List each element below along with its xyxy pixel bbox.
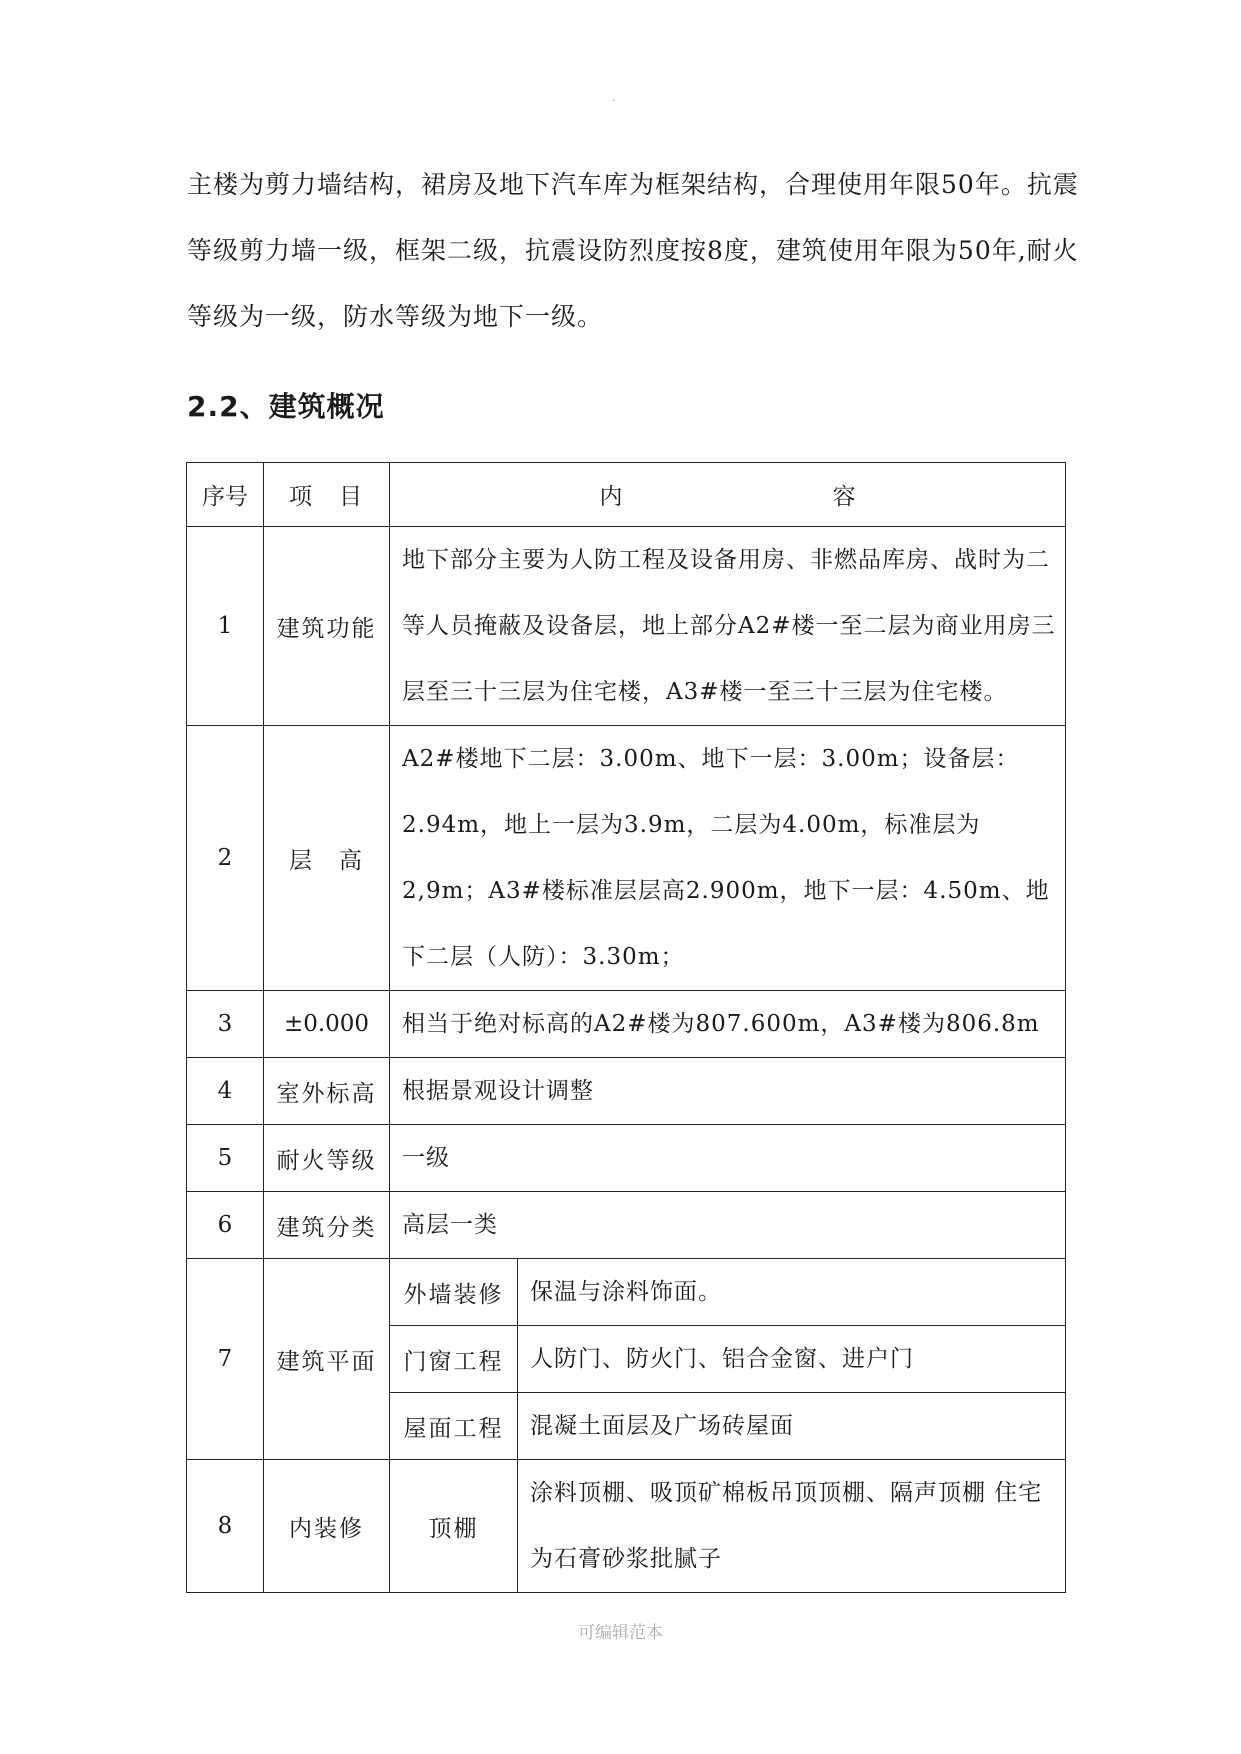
row-sub-label: 外墙装修 <box>390 1259 518 1326</box>
intro-paragraph <box>187 152 1079 350</box>
table-header-row <box>187 463 1066 527</box>
row-content: 根据景观设计调整 <box>390 1058 1066 1125</box>
row-item: ±0.000 <box>264 991 390 1058</box>
row-sub-label: 顶棚 <box>390 1460 518 1593</box>
header-content-left: 内 <box>599 484 623 510</box>
row-no: 2 <box>187 726 264 991</box>
table-row <box>187 527 1066 726</box>
section-heading: 2.2、建筑概况 <box>187 390 385 423</box>
row-sub-content: 保温与涂料饰面。 <box>518 1259 1066 1326</box>
row-sub-content: 混凝土面层及广场砖屋面 <box>518 1393 1066 1460</box>
intro-line: 等级剪力墙一级，框架二级，抗震设防烈度按8度，建筑使用年限为50年,耐火 <box>187 236 1079 265</box>
row-item: 建筑功能 <box>264 527 390 726</box>
row-content: 地下部分主要为人防工程及设备用房、非燃品库房、战时为二等人员掩蔽及设备层，地上部分A2#楼一至二层为商业用房三层至三十三层为住宅楼，A3#楼一至三十三层为住宅楼。 <box>390 527 1066 726</box>
page-mark: · <box>612 96 616 107</box>
table-row <box>187 726 1066 991</box>
row-sub-content: 人防门、防火门、铝合金窗、进户门 <box>518 1326 1066 1393</box>
row-item: 建筑平面 <box>264 1259 390 1460</box>
row-content: 高层一类 <box>390 1192 1066 1259</box>
building-overview-table <box>186 462 1066 1593</box>
row-item: 层 高 <box>264 726 390 991</box>
row-content: 一级 <box>390 1125 1066 1192</box>
row-sub-content: 涂料顶棚、吸顶矿棉板吊顶顶棚、隔声顶棚 住宅为石膏砂浆批腻子 <box>518 1460 1066 1593</box>
row-no: 4 <box>187 1058 264 1125</box>
row-no: 6 <box>187 1192 264 1259</box>
row-item: 室外标高 <box>264 1058 390 1125</box>
row-item: 建筑分类 <box>264 1192 390 1259</box>
row-sub-label: 门窗工程 <box>390 1326 518 1393</box>
row-no: 3 <box>187 991 264 1058</box>
row-no: 1 <box>187 527 264 726</box>
table-row <box>187 1125 1066 1192</box>
intro-line: 等级为一级，防水等级为地下一级。 <box>187 302 604 331</box>
table-row <box>187 1058 1066 1125</box>
row-item: 耐火等级 <box>264 1125 390 1192</box>
header-content <box>390 463 1066 527</box>
row-no: 7 <box>187 1259 264 1460</box>
intro-line: 主楼为剪力墙结构，裙房及地下汽车库为框架结构，合理使用年限50年。抗震 <box>187 170 1079 199</box>
row-item: 内装修 <box>264 1460 390 1593</box>
table-row <box>187 1460 1066 1593</box>
row-content: 相当于绝对标高的A2#楼为807.600m，A3#楼为806.8m <box>390 991 1066 1058</box>
table-row <box>187 1259 1066 1326</box>
header-content-right: 容 <box>832 484 856 510</box>
table-row <box>187 1192 1066 1259</box>
row-no: 5 <box>187 1125 264 1192</box>
row-content: A2#楼地下二层：3.00m、地下一层：3.00m；设备层：2.94m，地上一层为3.9m，二层为4.00m，标准层为2,9m；A3#楼标准层层高2.900m，地下一层：4.50m、地下二层（人防）：3.30m； <box>390 726 1066 991</box>
row-sub-label: 屋面工程 <box>390 1393 518 1460</box>
footer-watermark: 可编辑范本 <box>578 1623 663 1643</box>
table-row <box>187 991 1066 1058</box>
header-no: 序号 <box>187 463 264 527</box>
row-no: 8 <box>187 1460 264 1593</box>
header-item: 项 目 <box>264 463 390 527</box>
